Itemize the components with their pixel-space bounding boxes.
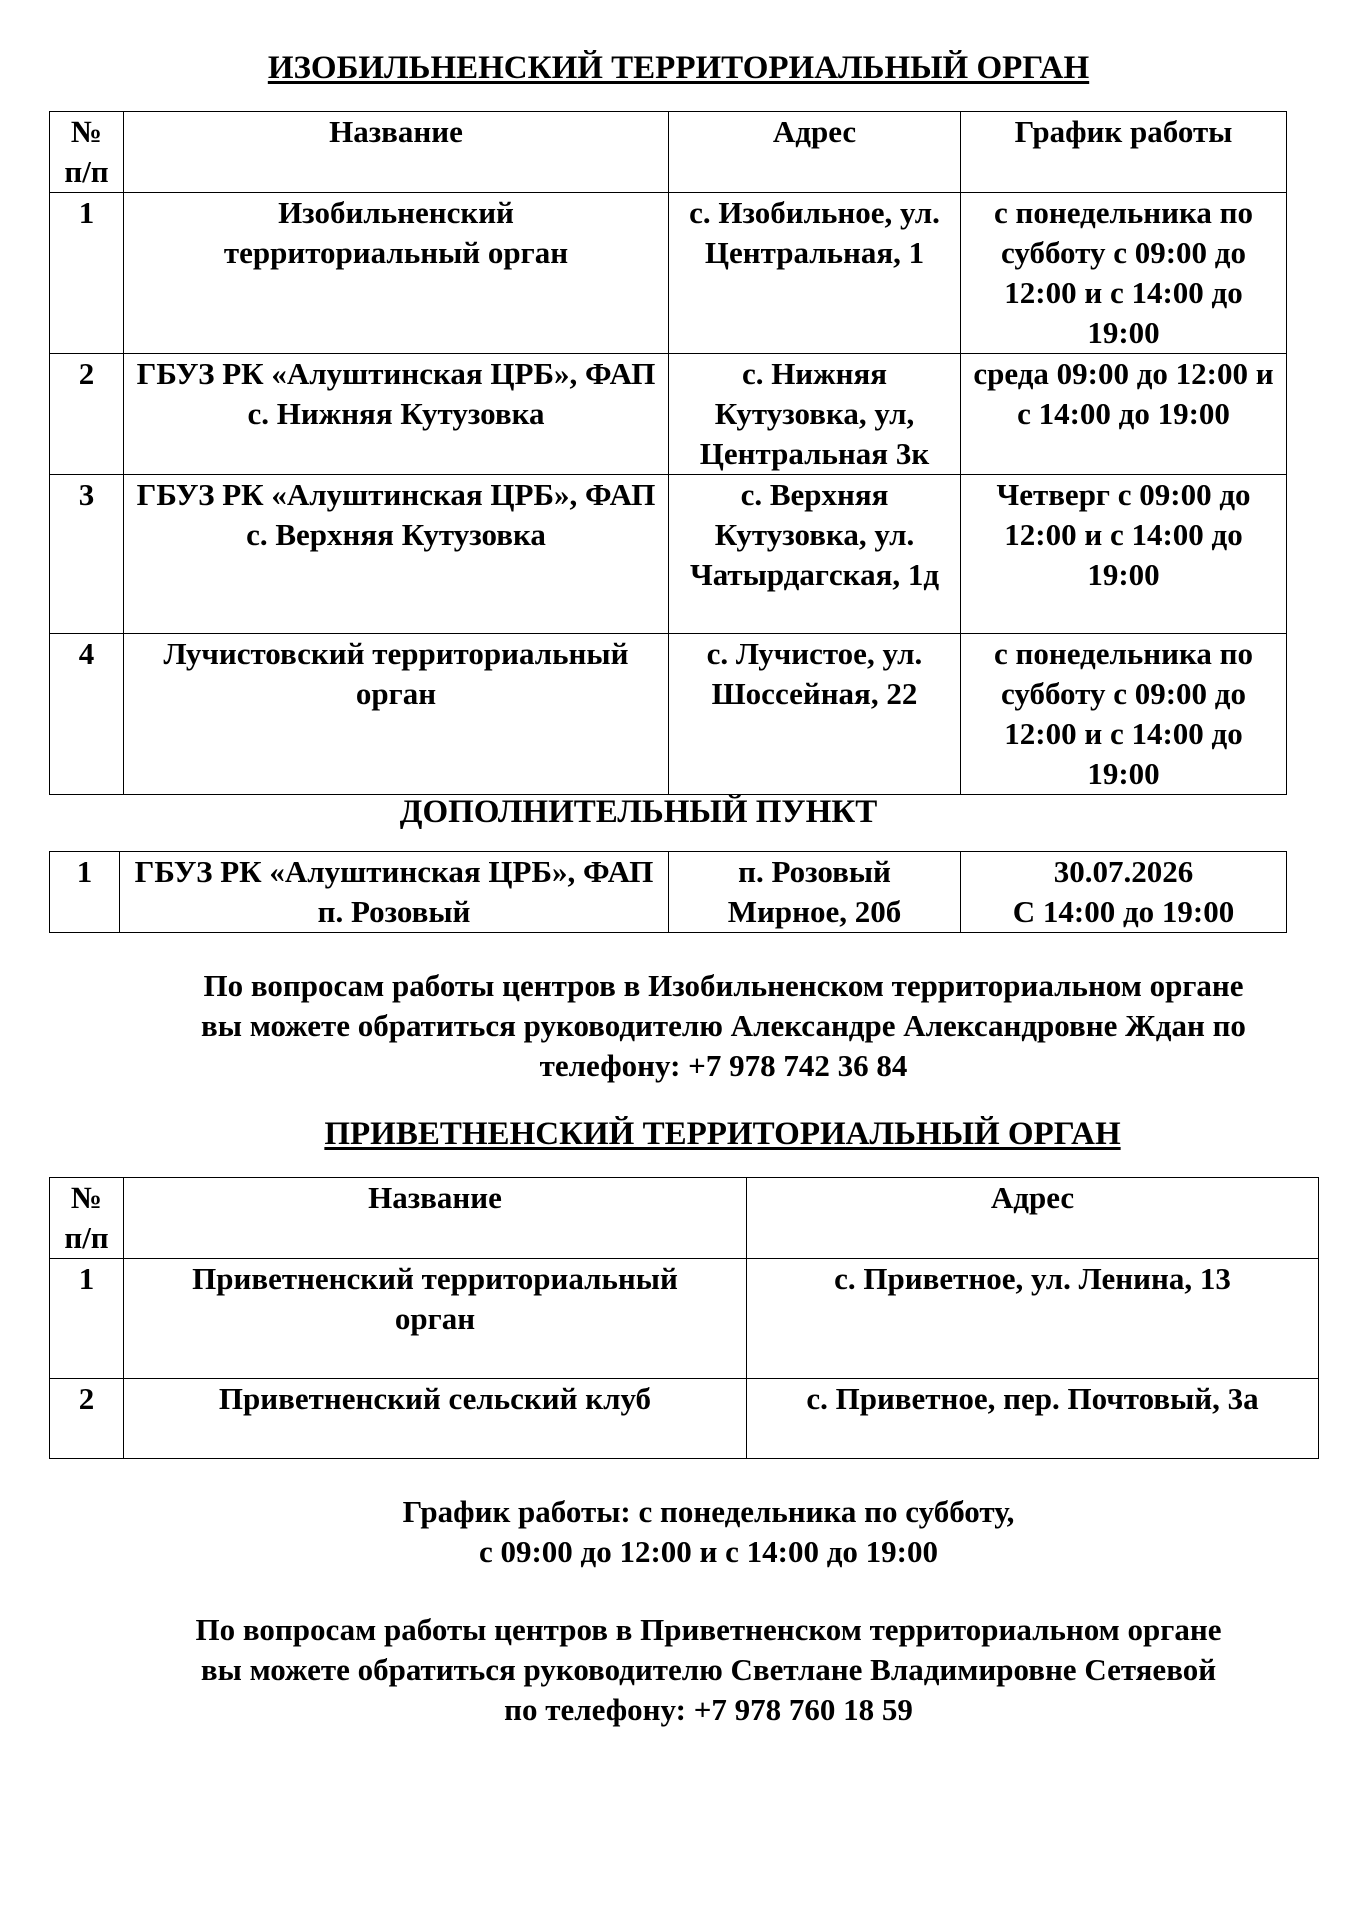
row-address: с. Лучистое, ул. Шоссейная, 22 xyxy=(669,634,961,795)
row-schedule: среда 09:00 до 12:00 и с 14:00 до 19:00 xyxy=(961,354,1287,475)
row-name: Лучистовский территориальный орган xyxy=(124,634,669,795)
schedule-line: с 09:00 до 12:00 и с 14:00 до 19:00 xyxy=(478,1534,939,1569)
table-header-row xyxy=(50,112,1287,193)
col-header-name: Название xyxy=(124,1178,747,1259)
extra-point-table xyxy=(49,851,1287,933)
col-header-schedule: График работы xyxy=(961,112,1287,193)
row-num: 1 xyxy=(50,193,124,354)
col-header-num: № п/п xyxy=(50,1178,124,1259)
izob-section-title: ИЗОБИЛЬНЕНСКИЙ ТЕРРИТОРИАЛЬНЫЙ ОРГАН xyxy=(267,50,1090,86)
row-address: с. Приветное, ул. Ленина, 13 xyxy=(747,1259,1319,1379)
izob-contact xyxy=(45,966,1357,1086)
schedule-time: С 14:00 до 19:00 xyxy=(1012,894,1235,929)
col-header-num: № п/п xyxy=(50,112,124,193)
row-address: с. Нижняя Кутузовка, ул, Центральная 3к xyxy=(669,354,961,475)
row-num: 2 xyxy=(50,1379,124,1459)
priv-schedule xyxy=(30,1492,1357,1572)
col-header-address: Адрес xyxy=(747,1178,1319,1259)
row-name: Приветненский территориальный орган xyxy=(124,1259,747,1379)
row-address: п. Розовый Мирное, 20б xyxy=(669,852,961,933)
schedule-line: График работы: с понедельника по субботу, xyxy=(402,1494,1015,1529)
row-name: Приветненский сельский клуб xyxy=(124,1379,747,1459)
row-name: Изобильненский территориальный орган xyxy=(124,193,669,354)
table-row xyxy=(50,852,1287,933)
contact-line: вы можете обратиться руководителю Светлане Владимировне Сетяевой xyxy=(200,1652,1217,1687)
contact-line: По вопросам работы центров в Приветненском территориальном органе xyxy=(195,1612,1222,1647)
priv-contact xyxy=(30,1610,1357,1730)
row-num: 1 xyxy=(50,1259,124,1379)
table-row xyxy=(50,193,1287,354)
row-address: с. Верхняя Кутузовка, ул. Чатырдагская, 1д xyxy=(669,475,961,634)
row-schedule: Четверг с 09:00 до 12:00 и с 14:00 до 19:00 xyxy=(961,475,1287,634)
table-row xyxy=(50,475,1287,634)
contact-line: телефону: +7 978 742 36 84 xyxy=(539,1048,908,1083)
row-num: 3 xyxy=(50,475,124,634)
extra-point-title: ДОПОЛНИТЕЛЬНЫЙ ПУНКТ xyxy=(399,794,878,830)
schedule-date: 30.07.2026 xyxy=(1053,854,1194,889)
col-header-address: Адрес xyxy=(669,112,961,193)
row-schedule xyxy=(961,852,1287,933)
table-row xyxy=(50,1259,1319,1379)
contact-line: По вопросам работы центров в Изобильненском территориальном органе xyxy=(203,968,1244,1003)
contact-line: по телефону: +7 978 760 18 59 xyxy=(504,1692,913,1727)
table-row xyxy=(50,354,1287,475)
table-row xyxy=(50,634,1287,795)
row-num: 4 xyxy=(50,634,124,795)
table-row xyxy=(50,1379,1319,1459)
row-name: ГБУЗ РК «Алуштинская ЦРБ», ФАП с. Верхняя Кутузовка xyxy=(124,475,669,634)
table-header-row xyxy=(50,1178,1319,1259)
row-schedule: с понедельника по субботу с 09:00 до 12:00 и с 14:00 до 19:00 xyxy=(961,193,1287,354)
priv-section-title: ПРИВЕТНЕНСКИЙ ТЕРРИТОРИАЛЬНЫЙ ОРГАН xyxy=(324,1116,1121,1152)
contact-line: вы можете обратиться руководителю Александре Александровне Ждан по xyxy=(201,1008,1246,1043)
row-name: ГБУЗ РК «Алуштинская ЦРБ», ФАП с. Нижняя Кутузовка xyxy=(124,354,669,475)
row-name: ГБУЗ РК «Алуштинская ЦРБ», ФАП п. Розовый xyxy=(120,852,669,933)
row-address: с. Изобильное, ул. Центральная, 1 xyxy=(669,193,961,354)
priv-table xyxy=(49,1177,1319,1459)
row-schedule: с понедельника по субботу с 09:00 до 12:00 и с 14:00 до 19:00 xyxy=(961,634,1287,795)
row-num: 1 xyxy=(50,852,120,933)
row-address: с. Приветное, пер. Почтовый, 3а xyxy=(747,1379,1319,1459)
col-header-name: Название xyxy=(124,112,669,193)
row-num: 2 xyxy=(50,354,124,475)
izob-table xyxy=(49,111,1287,795)
